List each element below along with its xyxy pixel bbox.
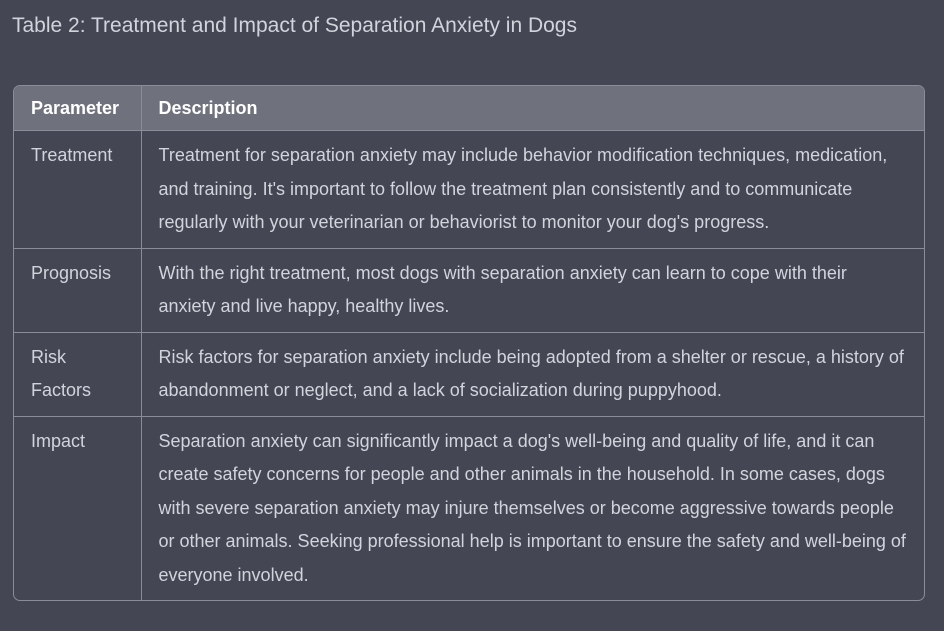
- header-description: Description: [141, 86, 924, 131]
- table-header-row: [14, 86, 924, 131]
- table-row: [14, 332, 924, 416]
- cell-parameter: Treatment: [14, 131, 141, 249]
- data-table: [14, 86, 924, 600]
- table-caption: Table 2: Treatment and Impact of Separation Anxiety in Dogs: [12, 14, 577, 37]
- cell-parameter: Risk Factors: [14, 332, 141, 416]
- cell-description: Separation anxiety can significantly impact a dog's well-being and quality of life, and it can create safety concerns for people and other animals in the household. In some cases, dogs with severe separation anxiety may injure themselves or become aggressive towards people or other animals. Seeking professional help is important to ensure the safety and well-being of everyone involved.: [141, 416, 924, 600]
- cell-parameter: Impact: [14, 416, 141, 600]
- table-row: [14, 248, 924, 332]
- cell-description: With the right treatment, most dogs with separation anxiety can learn to cope with their anxiety and live happy, healthy lives.: [141, 248, 924, 332]
- cell-description: Risk factors for separation anxiety include being adopted from a shelter or rescue, a history of abandonment or neglect, and a lack of socialization during puppyhood.: [141, 332, 924, 416]
- table-row: [14, 416, 924, 600]
- header-parameter: Parameter: [14, 86, 141, 131]
- table-row: [14, 131, 924, 249]
- cell-parameter: Prognosis: [14, 248, 141, 332]
- data-table-container: [13, 85, 925, 601]
- cell-description: Treatment for separation anxiety may include behavior modification techniques, medication, and training. It's important to follow the treatment plan consistently and to communicate regularly with your veterinarian or behaviorist to monitor your dog's progress.: [141, 131, 924, 249]
